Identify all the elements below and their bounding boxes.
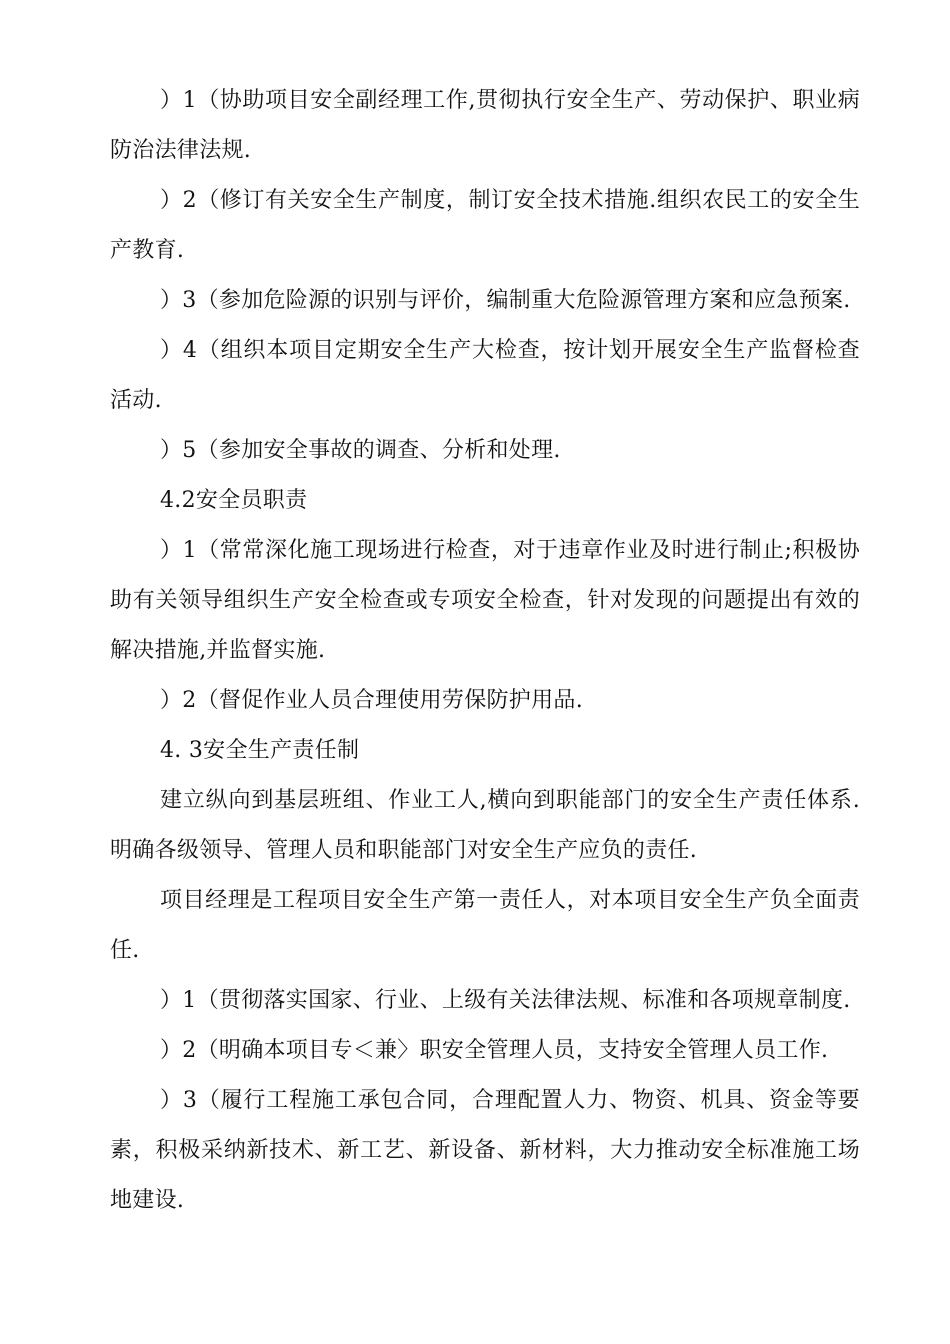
document-page (110, 76, 860, 1226)
paragraph-assist-deputy-manager: ）1（协助项目安全副经理工作,贯彻执行安全生产、劳动保护、职业病防治法律法规. (110, 88, 860, 163)
section-heading-4-3: 4. 3安全生产责任制 (160, 738, 360, 763)
paragraph-implement-laws: ）1（贯彻落实国家、行业、上级有关法律法规、标准和各项规章制度. (160, 988, 851, 1013)
paragraph-safety-staff: ）2（明确本项目专＜兼〉职安全管理人员，支持安全管理人员工作. (160, 1038, 829, 1063)
paragraph-hazard-identification: ）3（参加危险源的识别与评价，编制重大危险源管理方案和应急预案. (160, 288, 851, 313)
section-heading-4-2: 4.2安全员职责 (160, 488, 308, 513)
paragraph-revise-safety-rules: ）2（修订有关安全生产制度，制订安全技术措施.组织农民工的安全生产教育. (110, 188, 860, 263)
paragraph-site-inspection: ）1（常常深化施工现场进行检查，对于违章作业及时进行制止;积极协助有关领导组织生产安全检查或专项安全检查，针对发现的问题提出有效的解决措施,并监督实施. (110, 538, 860, 663)
paragraph-accident-investigation: ）5（参加安全事故的调查、分析和处理. (160, 438, 561, 463)
paragraph-protective-equipment: ）2（督促作业人员合理使用劳保防护用品. (160, 688, 583, 713)
paragraph-project-manager: 项目经理是工程项目安全生产第一责任人，对本项目安全生产负全面责任. (110, 888, 860, 963)
paragraph-contract-fulfilment: ）3（履行工程施工承包合同，合理配置人力、物资、机具、资金等要素，积极采纳新技术、新工艺、新设备、新材料，大力推动安全标准施工场地建设. (110, 1088, 860, 1213)
paragraph-responsibility-system: 建立纵向到基层班组、作业工人,横向到职能部门的安全生产责任体系.明确各级领导、管理人员和职能部门对安全生产应负的责任. (110, 788, 860, 863)
paragraph-periodic-inspection: ）4（组织本项目定期安全生产大检查，按计划开展安全生产监督检查活动. (110, 338, 860, 413)
